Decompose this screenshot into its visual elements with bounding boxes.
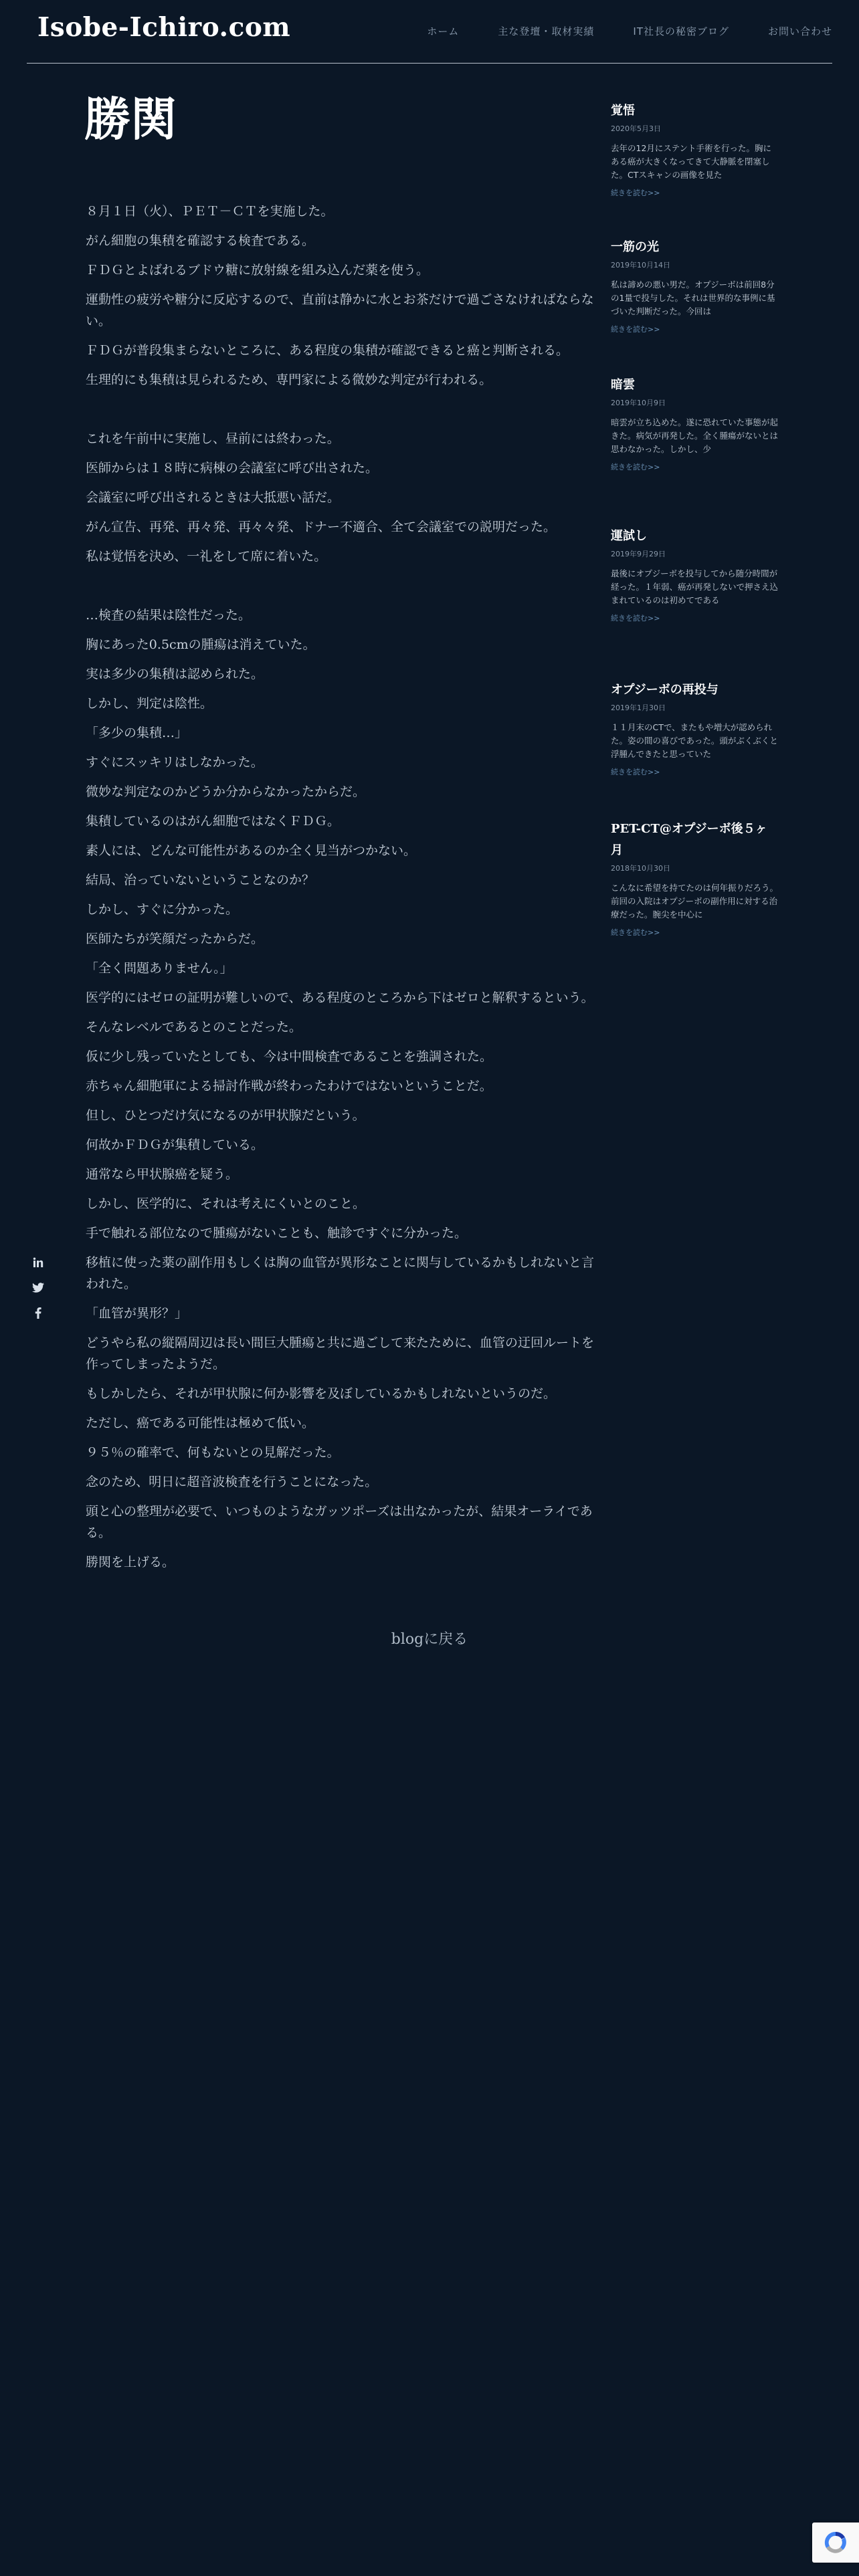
sidebar-post-title[interactable]: 一筋の光: [611, 240, 659, 254]
read-more-link[interactable]: 続きを読む>>: [611, 928, 660, 937]
sidebar-post: [611, 526, 778, 625]
sidebar-post-date: 2019年10月9日: [611, 399, 666, 407]
sidebar-post: [611, 819, 778, 939]
post-paragraph: しかし、判定は陰性。: [86, 696, 213, 711]
post-paragraph: しかし、すぐに分かった。: [86, 902, 239, 917]
sidebar-post-excerpt: こんなに希望を持てたのは何年振りだろう。前回の入院はオプジーボの副作用に対する治療だった。腕尖を中心に: [611, 883, 778, 920]
post-paragraph: ただし、癌である可能性は極めて低い。: [86, 1416, 315, 1430]
post-paragraph: 「多少の集積…」: [86, 726, 188, 740]
post-paragraph: がん宣告、再発、再々発、再々々発、ドナー不適合、全て会議室での説明だった。: [86, 520, 557, 534]
post-paragraph: そんなレベルであるとのことだった。: [86, 1020, 302, 1035]
back-to-blog-link[interactable]: blogに戻る: [391, 1631, 468, 1648]
post-paragraph: 生理的にも集積は見られるため、専門家による微妙な判定が行われる。: [86, 372, 492, 387]
post-paragraph: 手で触れる部位なので腫瘍がないことも、触診ですぐに分かった。: [86, 1226, 468, 1241]
sidebar-post: [611, 679, 778, 778]
post-paragraph: 集積しているのはがん細胞ではなくＦＤＧ。: [86, 814, 341, 829]
post-paragraph: すぐにスッキリはしなかった。: [86, 755, 264, 770]
sidebar-post: [611, 237, 778, 336]
facebook-icon[interactable]: [35, 1307, 41, 1319]
post-paragraph: 移植に使った薬の副作用もしくは胸の血管が異形なことに関与しているかもしれないと言われた。: [86, 1255, 595, 1291]
paragraph-spacer: [86, 399, 597, 428]
sidebar-post-date: 2019年9月29日: [611, 550, 666, 558]
paragraph-spacer: [86, 575, 597, 605]
post-paragraph: 「全く問題ありません。」: [86, 961, 233, 976]
post-paragraph: …検査の結果は陰性だった。: [86, 608, 252, 623]
sidebar-post-excerpt: 暗雲が立ち込めた。遂に恐れていた事態が起きた。病気が再発した。全く腫瘍がないとは思わなかった。しかし、少: [611, 417, 778, 454]
post-paragraph: 勝関を上げる。: [86, 1555, 175, 1570]
post-paragraph: 「血管が異形？」: [86, 1306, 188, 1321]
post-paragraph: 医師たちが笑顔だったからだ。: [86, 932, 264, 946]
sidebar-post-excerpt: 去年の12月にステント手術を行った。胸にある癌が大きくなってきて大静脈を閉塞した。CTスキャンの画像を見た: [611, 143, 772, 180]
nav-appearances[interactable]: 主な登壇・取材実績: [498, 25, 595, 37]
post-paragraph: これを午前中に実施し、昼前には終わった。: [86, 431, 340, 446]
read-more-link[interactable]: 続きを読む>>: [611, 189, 660, 197]
social-links: [32, 1257, 44, 1319]
twitter-icon[interactable]: [32, 1283, 44, 1293]
post-paragraph: 実は多少の集積は認められた。: [86, 667, 264, 681]
post-paragraph: 仮に少し残っていたとしても、今は中間検査であることを強調された。: [86, 1049, 493, 1064]
post-paragraph: ＦＤＧとよばれるブドウ糖に放射線を組み込んだ薬を使う。: [86, 263, 430, 278]
post-paragraph: 念のため、明日に超音波検査を行うことになった。: [86, 1475, 378, 1489]
recaptcha-badge[interactable]: [812, 2523, 859, 2563]
sidebar-post-title[interactable]: PET-CT@オプジーボ後５ヶ月: [611, 822, 767, 857]
sidebar-post-excerpt: 最後にオプジーボを投与してから随分時間が経った。１年弱、癌が再発しないで押さえ込まれているのは初めてである: [611, 568, 778, 605]
post-paragraph: ９５％の確率で、何もないとの見解だった。: [86, 1445, 340, 1460]
read-more-link[interactable]: 続きを読む>>: [611, 768, 660, 776]
recaptcha-icon: [812, 2523, 859, 2563]
nav-contact[interactable]: お問い合わせ: [767, 25, 832, 37]
header-divider: [27, 63, 832, 64]
post-paragraph: 結局、治っていないということなのか？: [86, 873, 315, 887]
post-paragraph: どうやら私の縦隔周辺は長い間巨大腫瘍と共に過ごして来たために、血管の迂回ルートを作ってしまったようだ。: [86, 1335, 595, 1372]
post-paragraph: 私は覚悟を決め、一礼をして席に着いた。: [86, 549, 327, 564]
read-more-link[interactable]: 続きを読む>>: [611, 463, 660, 471]
read-more-link[interactable]: 続きを読む>>: [611, 614, 660, 623]
nav-blog[interactable]: IT社長の秘密ブログ: [633, 25, 729, 37]
sidebar-post-excerpt: 私は諦めの悪い男だ。オプジーボは前回8分の1量で投与した。それは世界的な事例に基づいた判断だった。今回は: [611, 280, 775, 316]
read-more-link[interactable]: 続きを読む>>: [611, 325, 660, 334]
post-paragraph: しかし、医学的に、それは考えにくいとのこと。: [86, 1196, 366, 1211]
sidebar-post-date: 2020年5月3日: [611, 124, 661, 133]
sidebar-post-title[interactable]: オプジーボの再投与: [611, 683, 719, 697]
post-paragraph: 医師からは１８時に病棟の会議室に呼び出された。: [86, 461, 379, 475]
post-paragraph: 素人には、どんな可能性があるのか全く見当がつかない。: [86, 843, 417, 858]
sidebar-post-title[interactable]: 運試し: [611, 529, 647, 543]
post-paragraph: 但し、ひとつだけ気になるのが甲状腺だという。: [86, 1108, 365, 1123]
post-paragraph: ＦＤＧが普段集まらないところに、ある程度の集積が確認できると癌と判断される。: [86, 343, 569, 358]
sidebar-post: [611, 374, 778, 473]
post-paragraph: 頭と心の整理が必要で、いつものようなガッツポーズは出なかったが、結果オーライである。: [86, 1504, 593, 1540]
sidebar-post-date: 2019年1月30日: [611, 704, 666, 712]
sidebar-post-title[interactable]: 覚悟: [611, 104, 635, 118]
post-paragraph: 通常なら甲状腺癌を疑う。: [86, 1167, 239, 1182]
post-paragraph: 微妙な判定なのかどうか分からなかったからだ。: [86, 784, 366, 799]
sidebar-post-date: 2018年10月30日: [611, 864, 670, 873]
site-title[interactable]: Isobe-Ichiro.com: [37, 12, 291, 43]
sidebar-post-excerpt: １１月末のCTで、またもや増大が認められた。姿の間の喜びであった。頭がぶくぶくと浮腫んできたと思っていた: [611, 722, 778, 759]
post-content: [86, 201, 597, 1581]
sidebar-post-date: 2019年10月14日: [611, 261, 670, 270]
post-paragraph: 赤ちゃん細胞軍による掃討作戦が終わったわけではないということだ。: [86, 1079, 492, 1093]
linkedin-icon[interactable]: [33, 1257, 43, 1268]
post-paragraph: ８月１日（火）、ＰＥＴ－ＣＴを実施した。: [86, 204, 334, 219]
sidebar-post: [611, 100, 778, 199]
post-paragraph: がん細胞の集積を確認する検査である。: [86, 233, 315, 248]
post-paragraph: 運動性の疲労や糖分に反応するので、直前は静かに水とお茶だけで過ごさなければならない。: [86, 292, 594, 328]
main-nav: [427, 24, 832, 38]
post-title: 勝関: [84, 92, 177, 146]
sidebar-post-title[interactable]: 暗雲: [611, 378, 635, 392]
post-paragraph: もしかしたら、それが甲状腺に何か影響を及ぼしているかもしれないというのだ。: [86, 1386, 557, 1401]
post-paragraph: 会議室に呼び出されるときは大抵悪い話だ。: [86, 490, 341, 505]
post-paragraph: 何故かＦＤＧが集積している。: [86, 1138, 264, 1152]
post-paragraph: 胸にあった0.5cmの腫瘍は消えていた。: [86, 637, 316, 652]
nav-home[interactable]: ホーム: [427, 25, 460, 37]
post-paragraph: 医学的にはゼロの証明が難しいので、ある程度のところから下はゼロと解釈するという。: [86, 990, 594, 1005]
